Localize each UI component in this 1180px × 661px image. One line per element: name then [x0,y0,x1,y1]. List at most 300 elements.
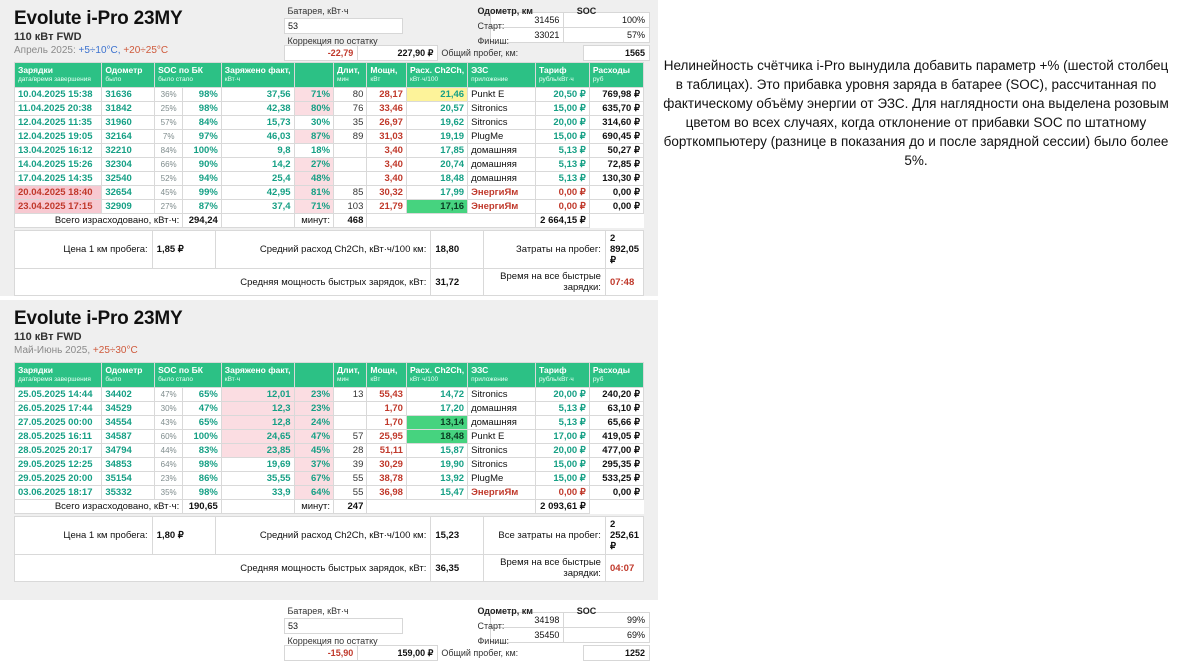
cell-plus-pct: 64% [294,486,333,500]
totals-row-may [15,500,644,514]
cell-soc-to: 65% [183,416,222,430]
col-consumption-2: Расх. Ch2Ch, кВт·ч/100 [406,363,467,388]
col-duration-2: Длит, мин [334,363,367,388]
cell-duration [334,144,367,158]
cell-station: домашняя [468,402,536,416]
cell-cost: 130,30 ₽ [589,172,643,186]
cell-date: 23.04.2025 17:15 [15,200,102,214]
vehicle-spec-2: 110 кВт FWD [14,331,82,343]
report-panel-april [0,0,658,296]
table-row [15,444,644,458]
cell-duration [334,416,367,430]
avg-fast-power-value: 31,72 [431,269,483,296]
cell-kwh: 24,65 [221,430,294,444]
cell-power: 25,95 [367,430,407,444]
cell-kwh: 35,55 [221,472,294,486]
period-prefix: Апрель 2025: [14,45,79,56]
cell-soc-to: 65% [183,388,222,402]
cell-power: 55,43 [367,388,407,402]
cell-soc-to: 98% [183,486,222,500]
period-prefix-2: Май-Июнь 2025, [14,345,93,356]
cell-power: 3,40 [367,158,407,172]
footer-row-1 [15,231,644,269]
cell-cost: 0,00 ₽ [589,200,643,214]
cell-tariff: 0,00 ₽ [535,200,589,214]
col-power-2: Мощн, кВт [367,363,407,388]
footer-row-2-2 [15,555,644,582]
cell-cost: 477,00 ₽ [589,444,643,458]
totals-cost-2: 2 093,61 ₽ [535,500,589,514]
cell-duration: 39 [334,458,367,472]
cell-cost: 50,27 ₽ [589,144,643,158]
cell-station: ЭнергиЯм [468,186,536,200]
cell-plus-pct: 18% [294,144,333,158]
col-plus-pct-2 [294,363,333,388]
totals-kwh-2: 190,65 [183,500,222,514]
cell-date: 03.06.2025 18:17 [15,486,102,500]
col-kwh-2: Заряжено факт, кВт·ч [221,363,294,388]
table-row [15,430,644,444]
cell-station: домашняя [468,158,536,172]
cell-tariff: 15,00 ₽ [535,130,589,144]
cell-odometer: 32654 [102,186,155,200]
cell-tariff: 20,50 ₽ [535,88,589,102]
cell-cost: 0,00 ₽ [589,186,643,200]
cell-duration: 55 [334,486,367,500]
table-row [15,388,644,402]
correction-rub: 227,90 ₽ [358,46,438,61]
cell-station: ЭнергиЯм [468,486,536,500]
col-soc-2: SOC по БК было стало [155,363,222,388]
cell-station: Punkt E [468,430,536,444]
cell-station: домашняя [468,172,536,186]
cell-tariff: 0,00 ₽ [535,186,589,200]
footer-row-2 [15,269,644,296]
cell-cost: 0,00 ₽ [589,486,643,500]
cell-date: 25.05.2025 14:44 [15,388,102,402]
finish-soc: 57% [564,28,650,43]
cell-date: 14.04.2025 15:26 [15,158,102,172]
cell-duration [334,172,367,186]
cell-kwh: 23,85 [221,444,294,458]
cell-soc-from: 25% [155,102,183,116]
cell-soc-from: 84% [155,144,183,158]
cell-soc-to: 90% [183,158,222,172]
table-row [15,130,644,144]
col-power: Мощн, кВт [367,63,407,88]
charging-table-april [14,62,644,228]
trip-cost-value: 2 892,05 ₽ [605,231,643,269]
cell-tariff: 5,13 ₽ [535,402,589,416]
cell-soc-from: 66% [155,158,183,172]
cell-station: Sitronics [468,388,536,402]
cell-tariff: 5,13 ₽ [535,158,589,172]
cell-plus-pct: 27% [294,158,333,172]
start-soc-2: 99% [564,613,650,628]
cell-date: 17.04.2025 14:35 [15,172,102,186]
table-row [15,416,644,430]
cell-odometer: 34402 [102,388,155,402]
cell-tariff: 20,00 ₽ [535,444,589,458]
totals-min-label: минут: [294,214,333,228]
cell-consumption: 14,72 [406,388,467,402]
cell-duration: 13 [334,388,367,402]
finish-odometer: 33021 [491,28,564,43]
cell-power: 3,40 [367,144,407,158]
cell-station: Sitronics [468,102,536,116]
cell-odometer: 32540 [102,172,155,186]
cell-duration: 57 [334,430,367,444]
correction-rub-2: 159,00 ₽ [358,646,438,661]
cell-station: Sitronics [468,116,536,130]
cell-date: 28.05.2025 16:11 [15,430,102,444]
cell-duration: 28 [334,444,367,458]
finish-label-2: Финиш: [477,635,510,646]
cell-duration: 103 [334,200,367,214]
cell-station: домашняя [468,144,536,158]
cell-duration: 89 [334,130,367,144]
cell-tariff: 5,13 ₽ [535,144,589,158]
battery-label: Батарея, кВт·ч [287,6,349,16]
battery-value-2: 53 [285,619,403,634]
summary-header-may [284,604,650,661]
cell-plus-pct: 87% [294,130,333,144]
cell-station: домашняя [468,416,536,430]
cell-duration [334,158,367,172]
col-tariff-2: Тариф рубль/кВт·ч [535,363,589,388]
table-row [15,186,644,200]
correction-kwh-2: -15,90 [285,646,358,661]
cell-consumption: 18,48 [406,430,467,444]
col-plus-pct [294,63,333,88]
cell-plus-pct: 48% [294,172,333,186]
cell-odometer: 32210 [102,144,155,158]
cell-kwh: 37,4 [221,200,294,214]
cell-consumption: 19,19 [406,130,467,144]
odometer-label: Одометр, км [477,6,533,16]
cell-cost: 65,66 ₽ [589,416,643,430]
footer-may-june [14,516,644,582]
cell-plus-pct: 81% [294,186,333,200]
cell-plus-pct: 80% [294,102,333,116]
cell-kwh: 37,56 [221,88,294,102]
cell-plus-pct: 23% [294,388,333,402]
cell-plus-pct: 23% [294,402,333,416]
correction-kwh: -22,79 [285,46,358,61]
cell-kwh: 12,8 [221,416,294,430]
cell-consumption: 17,99 [406,186,467,200]
col-station: ЭЗС приложение [468,63,536,88]
col-station-2: ЭЗС приложение [468,363,536,388]
period-hot: +20÷25°С [123,45,169,56]
cell-soc-from: 60% [155,430,183,444]
cell-tariff: 15,00 ₽ [535,102,589,116]
cell-tariff: 20,00 ₽ [535,116,589,130]
cell-kwh: 25,4 [221,172,294,186]
cell-soc-to: 100% [183,430,222,444]
cell-cost: 314,60 ₽ [589,116,643,130]
cell-cost: 533,25 ₽ [589,472,643,486]
start-soc: 100% [564,13,650,28]
explanatory-note: Нелинейность счётчика i-Pro вынудила добавить параметр +% (шестой столбец в таблицах). Это прибавка уровня заряда в батарее (SOC), рассчитанная по фактическому объёму энергии от ЭЗС. Для наглядности она выделена розовым цветом во всех случаях, когда отклонение от прибавки SOC по штатному борткомпьютеру (разнице в показания до и после зарядной сессии) было более 5%. [663,58,1169,168]
avg-fast-power-value-2: 36,35 [431,555,483,582]
cell-power: 36,98 [367,486,407,500]
cell-odometer: 34853 [102,458,155,472]
cell-plus-pct: 30% [294,116,333,130]
cell-odometer: 32909 [102,200,155,214]
cell-odometer: 35332 [102,486,155,500]
charging-table-may-june [14,362,644,514]
avg-consumption-value-2: 15,23 [431,517,483,555]
cell-tariff: 0,00 ₽ [535,486,589,500]
cell-plus-pct: 71% [294,200,333,214]
cell-odometer: 34529 [102,402,155,416]
table-row [15,172,644,186]
cell-soc-to: 94% [183,172,222,186]
brand-title-2: Evolute i-Pro 23MY [14,308,183,329]
cell-soc-from: 45% [155,186,183,200]
cell-soc-from: 36% [155,88,183,102]
cell-soc-from: 64% [155,458,183,472]
cell-consumption: 13,14 [406,416,467,430]
table-row [15,88,644,102]
cell-date: 29.05.2025 20:00 [15,472,102,486]
cell-station: Punkt E [468,88,536,102]
cell-kwh: 42,95 [221,186,294,200]
col-cost-2: Расходы руб [589,363,643,388]
cell-date: 12.04.2025 11:35 [15,116,102,130]
fast-charge-time-value: 07:48 [605,269,643,296]
cell-consumption: 21,46 [406,88,467,102]
total-run-value-2: 1252 [583,646,649,661]
trip-cost-label-2: Все затраты на пробег: [483,517,605,555]
fast-charge-time-value-2: 04:07 [605,555,643,582]
cell-soc-to: 47% [183,402,222,416]
cell-consumption: 20,57 [406,102,467,116]
correction-label-2: Коррекция по остатку [287,636,378,646]
cell-soc-from: 52% [155,172,183,186]
cell-consumption: 18,48 [406,172,467,186]
cell-soc-to: 87% [183,200,222,214]
col-consumption: Расх. Ch2Ch, кВт·ч/100 [406,63,467,88]
cell-power: 51,11 [367,444,407,458]
cell-cost: 419,05 ₽ [589,430,643,444]
cell-power: 38,78 [367,472,407,486]
col-odometer: Одометр было [102,63,155,88]
col-tariff: Тариф рубль/кВт·ч [535,63,589,88]
cell-soc-to: 98% [183,88,222,102]
table-row [15,158,644,172]
cell-date: 27.05.2025 00:00 [15,416,102,430]
battery-value: 53 [285,19,403,34]
col-kwh: Заряжено факт, кВт·ч [221,63,294,88]
cell-cost: 769,98 ₽ [589,88,643,102]
cell-soc-to: 84% [183,116,222,130]
col-date-2: Зарядки дата/время завершения [15,363,102,388]
cell-odometer: 32164 [102,130,155,144]
cell-soc-from: 47% [155,388,183,402]
cell-soc-from: 27% [155,200,183,214]
cell-power: 26,97 [367,116,407,130]
totals-label: Всего израсходовано, кВт·ч: [15,214,183,228]
period-hot-2: +25÷30°С [92,345,138,356]
cell-date: 13.04.2025 16:12 [15,144,102,158]
cell-power: 1,70 [367,416,407,430]
cell-cost: 63,10 ₽ [589,402,643,416]
cell-kwh: 15,73 [221,116,294,130]
summary-header-april [284,4,650,61]
finish-soc-2: 69% [564,628,650,643]
soc-label: SOC [576,6,597,16]
trip-cost-value-2: 2 252,61 ₽ [605,517,643,555]
avg-fast-power-label-2: Средняя мощность быстрых зарядок, кВт: [15,555,431,582]
cell-soc-to: 100% [183,144,222,158]
totals-min: 468 [334,214,367,228]
avg-fast-power-label: Средняя мощность быстрых зарядок, кВт: [15,269,431,296]
cell-tariff: 17,00 ₽ [535,430,589,444]
totals-label-2: Всего израсходовано, кВт·ч: [15,500,183,514]
cell-odometer: 31960 [102,116,155,130]
cell-consumption: 15,47 [406,486,467,500]
avg-consumption-label: Средний расход Ch2Ch, кВт·ч/100 км: [216,231,431,269]
report-panel-may-june [0,300,658,658]
table-row [15,200,644,214]
cell-kwh: 19,69 [221,458,294,472]
cell-power: 30,32 [367,186,407,200]
cell-cost: 690,45 ₽ [589,130,643,144]
period-cold: +5÷10°С, [78,45,124,56]
cell-date: 26.05.2025 17:44 [15,402,102,416]
cell-station: PlugMe [468,130,536,144]
table-header-row [15,63,644,88]
table-row [15,116,644,130]
cell-date: 28.05.2025 20:17 [15,444,102,458]
odometer-label-2: Одометр, км [477,606,533,616]
cell-cost: 240,20 ₽ [589,388,643,402]
cell-soc-from: 44% [155,444,183,458]
cell-plus-pct: 37% [294,458,333,472]
cell-odometer: 31842 [102,102,155,116]
col-date: Зарядки дата/время завершения [15,63,102,88]
price-per-km-label: Цена 1 км пробега: [15,231,153,269]
cell-consumption: 13,92 [406,472,467,486]
cell-power: 30,29 [367,458,407,472]
cell-tariff: 5,13 ₽ [535,172,589,186]
cell-odometer: 31636 [102,88,155,102]
cell-soc-to: 98% [183,458,222,472]
cell-plus-pct: 71% [294,88,333,102]
table-row [15,486,644,500]
cell-station: PlugMe [468,472,536,486]
start-label: Старт: [477,20,505,31]
cell-date: 20.04.2025 18:40 [15,186,102,200]
cell-soc-to: 86% [183,472,222,486]
cell-tariff: 15,00 ₽ [535,458,589,472]
period-label-2 [14,345,650,356]
cell-consumption: 19,90 [406,458,467,472]
start-odometer-2: 34198 [491,613,564,628]
totals-row-april [15,214,644,228]
totals-min-2: 247 [334,500,367,514]
cell-consumption: 17,85 [406,144,467,158]
cell-odometer: 35154 [102,472,155,486]
cell-station: Sitronics [468,458,536,472]
trip-cost-label: Затраты на пробег: [483,231,605,269]
cell-consumption: 15,87 [406,444,467,458]
vehicle-spec: 110 кВт FWD [14,31,82,43]
cell-power: 33,46 [367,102,407,116]
cell-station: ЭнергиЯм [468,200,536,214]
brand-title: Evolute i-Pro 23MY [14,8,183,29]
footer-april [14,230,644,296]
price-per-km-value: 1,85 ₽ [152,231,216,269]
fast-charge-time-label: Время на все быстрые зарядки: [483,269,605,296]
cell-date: 29.05.2025 12:25 [15,458,102,472]
cell-soc-from: 30% [155,402,183,416]
cell-plus-pct: 67% [294,472,333,486]
totals-kwh: 294,24 [183,214,222,228]
cell-duration: 55 [334,472,367,486]
cell-cost: 295,35 ₽ [589,458,643,472]
fast-charge-time-label-2: Время на все быстрые зарядки: [483,555,605,582]
cell-power: 28,17 [367,88,407,102]
cell-kwh: 12,01 [221,388,294,402]
cell-consumption: 17,20 [406,402,467,416]
cell-power: 31,03 [367,130,407,144]
cell-kwh: 42,38 [221,102,294,116]
cell-date: 10.04.2025 15:38 [15,88,102,102]
cell-plus-pct: 45% [294,444,333,458]
cell-soc-to: 98% [183,102,222,116]
totals-min-label-2: минут: [294,500,333,514]
cell-soc-to: 83% [183,444,222,458]
table-row [15,102,644,116]
finish-odometer-2: 35450 [491,628,564,643]
cell-date: 11.04.2025 20:38 [15,102,102,116]
cell-date: 12.04.2025 19:05 [15,130,102,144]
cell-cost: 72,85 ₽ [589,158,643,172]
cell-odometer: 34794 [102,444,155,458]
cell-plus-pct: 24% [294,416,333,430]
cell-kwh: 33,9 [221,486,294,500]
price-per-km-value-2: 1,80 ₽ [152,517,216,555]
cell-odometer: 34587 [102,430,155,444]
cell-consumption: 17,16 [406,200,467,214]
footer-row-1-2 [15,517,644,555]
cell-duration: 80 [334,88,367,102]
cell-plus-pct: 47% [294,430,333,444]
cell-kwh: 14,2 [221,158,294,172]
cell-soc-from: 35% [155,486,183,500]
cell-odometer: 32304 [102,158,155,172]
cell-kwh: 46,03 [221,130,294,144]
cell-duration: 35 [334,116,367,130]
cell-soc-from: 57% [155,116,183,130]
cell-duration [334,402,367,416]
price-per-km-label-2: Цена 1 км пробега: [15,517,153,555]
table-row [15,472,644,486]
table-row [15,402,644,416]
finish-label: Финиш: [477,35,510,46]
battery-label-2: Батарея, кВт·ч [287,606,349,616]
cell-power: 21,79 [367,200,407,214]
cell-consumption: 19,62 [406,116,467,130]
cell-kwh: 12,3 [221,402,294,416]
cell-soc-from: 23% [155,472,183,486]
avg-consumption-label-2: Средний расход Ch2Ch, кВт·ч/100 км: [216,517,431,555]
table-header-row-2 [15,363,644,388]
col-odometer-2: Одометр было [102,363,155,388]
